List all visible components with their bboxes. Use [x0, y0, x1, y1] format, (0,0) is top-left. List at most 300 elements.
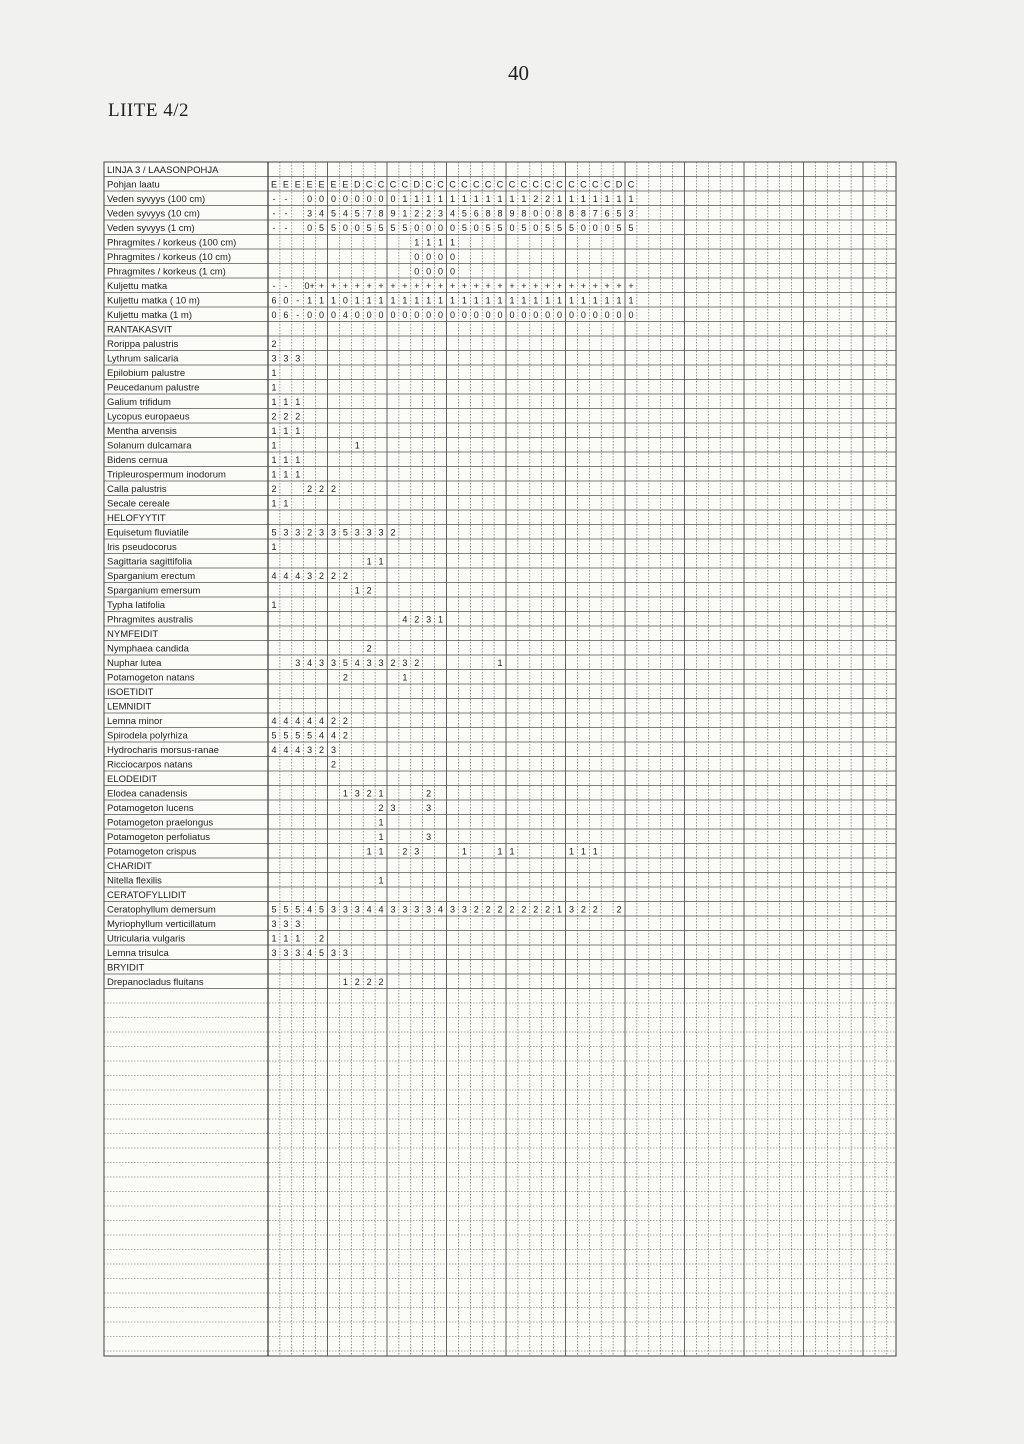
table-cell: C: [520, 179, 528, 190]
table-cell: 4: [295, 745, 301, 755]
table-cell: 0: [497, 310, 503, 320]
row-label: Typha latifolia: [107, 600, 166, 611]
table-cell: 3: [271, 948, 277, 958]
table-cell: -: [272, 281, 276, 291]
table-cell: 1: [509, 194, 515, 204]
row-label: Drepanocladus fluitans: [107, 977, 204, 988]
table-cell: E: [294, 179, 301, 190]
table-cell: 1: [390, 295, 396, 306]
table-cell: 2: [366, 977, 372, 987]
table-cell: 2: [330, 759, 336, 770]
table-cell: 0: [271, 310, 277, 320]
table-cell: 0: [354, 223, 360, 233]
table-cell: 1: [378, 832, 384, 842]
table-cell: 5: [545, 223, 551, 233]
row-label: Epilobium palustre: [107, 368, 186, 379]
table-cell: 1: [497, 846, 503, 857]
table-cell: +: [366, 281, 372, 291]
table-cell: 3: [319, 527, 325, 538]
table-cell: -: [272, 194, 276, 204]
table-cell: 1: [545, 295, 551, 306]
table-cell: 1: [580, 846, 586, 857]
section-heading: ISOETIDIT: [107, 687, 154, 698]
table-cell: 1: [378, 556, 384, 567]
table-cell: 1: [485, 194, 491, 204]
table-cell: 5: [616, 223, 622, 233]
table-cell: -: [296, 295, 300, 306]
table-cell: +: [378, 281, 384, 291]
table-cell: +: [402, 281, 408, 291]
table-cell: 3: [283, 919, 289, 929]
table-cell: 3: [295, 919, 301, 929]
table-cell: 1: [319, 295, 325, 306]
table-cell: 3: [402, 904, 408, 915]
table-cell: 2: [330, 716, 336, 726]
table-cell: 1: [402, 194, 408, 204]
table-cell: 1: [295, 426, 301, 436]
row-label: Elodea canadensis: [107, 788, 188, 800]
table-cell: -: [284, 194, 288, 204]
table-cell: 1: [378, 817, 384, 828]
table-cell: 3: [354, 904, 360, 915]
row-label: Peucedanum palustre: [107, 382, 200, 394]
table-cell: 4: [342, 310, 348, 320]
table-cell: 3: [390, 803, 396, 813]
table-cell: 2: [319, 745, 325, 755]
row-label: Spirodela polyrhiza: [107, 730, 188, 742]
table-cell: 1: [438, 194, 444, 204]
table-cell: 2: [307, 527, 313, 538]
table-cell: 2: [330, 484, 336, 494]
table-cell: -: [284, 281, 288, 291]
table-cell: 1: [283, 455, 289, 465]
table-cell: 9: [509, 208, 515, 219]
table-cell: 1: [378, 846, 384, 857]
table-cell: 5: [295, 904, 301, 915]
table-cell: 4: [449, 208, 455, 219]
table-cell: 1: [616, 295, 622, 306]
table-cell: 5: [283, 904, 289, 915]
row-label: Galium trifidum: [107, 397, 171, 408]
table-cell: 1: [604, 194, 610, 204]
row-label: Mentha arvensis: [107, 426, 177, 437]
table-cell: 9: [390, 208, 396, 219]
table-cell: 2: [509, 904, 515, 915]
table-cell: 3: [330, 658, 336, 668]
table-cell: 5: [402, 223, 408, 233]
table-cell: -: [284, 223, 288, 233]
table-cell: 3: [426, 904, 432, 915]
table-cell: 1: [497, 658, 503, 668]
table-cell: 1: [426, 237, 432, 248]
table-cell: 0: [545, 208, 551, 219]
table-cell: 3: [354, 527, 360, 538]
section-heading: CHARIDIT: [107, 861, 152, 872]
table-cell: 1: [283, 426, 289, 436]
table-cell: 1: [402, 672, 408, 683]
table-cell: C: [627, 179, 635, 190]
table-cell: 1: [568, 295, 574, 306]
table-cell: 5: [342, 527, 348, 538]
row-label: Myriophyllum verticillatum: [107, 919, 216, 930]
table-cell: +: [426, 281, 432, 291]
table-cell: 1: [438, 295, 444, 306]
table-cell: 1: [557, 194, 563, 204]
table-cell: 0: [533, 310, 539, 320]
table-cell: 8: [580, 208, 586, 219]
table-cell: 0: [521, 310, 527, 320]
table-cell: 2: [354, 977, 360, 987]
table-cell: 2: [330, 571, 336, 581]
table-cell: C: [603, 179, 611, 190]
table-cell: 4: [319, 208, 325, 219]
table-cell: 0: [390, 194, 396, 204]
table-cell: 4: [307, 904, 313, 915]
row-label: Potamogeton crispus: [107, 846, 197, 858]
table-cell: 2: [533, 904, 539, 915]
table-cell: 2: [319, 484, 325, 494]
table-cell: 1: [568, 846, 574, 857]
table-cell: 5: [330, 223, 336, 233]
table-cell: 0: [390, 310, 396, 320]
table-cell: 2: [414, 658, 420, 668]
table-cell: C: [592, 179, 599, 190]
section-heading: BRYIDIT: [107, 962, 145, 974]
table-cell: E: [282, 179, 289, 190]
table-cell: 5: [319, 904, 325, 915]
table-cell: 2: [319, 571, 325, 581]
table-cell: 0: [616, 310, 622, 320]
table-cell: 0: [426, 223, 432, 233]
table-cell: 4: [271, 571, 277, 581]
table-cell: 3: [295, 353, 301, 364]
row-label: Veden syvyys (100 cm): [107, 194, 206, 205]
table-cell: +: [568, 281, 575, 291]
table-cell: 2: [426, 208, 432, 219]
table-cell: 7: [592, 208, 598, 219]
table-cell: +: [545, 281, 551, 291]
table-cell: 8: [485, 208, 491, 219]
table-cell: 3: [414, 904, 420, 915]
row-label: Phragmites australis: [107, 614, 194, 626]
table-cell: 0: [533, 208, 539, 219]
table-cell: +: [533, 281, 539, 291]
table-cell: 3: [461, 904, 467, 915]
row-label: Ceratophyllum demersum: [107, 904, 216, 916]
row-label: Lythrum salicaria: [107, 353, 179, 365]
table-cell: 0: [342, 223, 348, 233]
row-label: Sagittaria sagittifolia: [107, 556, 193, 568]
table-cell: 4: [319, 716, 325, 726]
table-cell: C: [461, 179, 468, 190]
table-cell: +: [497, 281, 503, 291]
table-cell: C: [389, 179, 397, 190]
row-label: Potamogeton praelongus: [107, 817, 214, 829]
row-label: Lycopus europaeus: [107, 411, 190, 423]
table-cell: 0: [378, 310, 384, 320]
table-cell: 0: [354, 310, 360, 320]
table-cell: 8: [568, 208, 574, 219]
table-cell: 5: [390, 223, 396, 233]
table-cell: 3: [366, 658, 372, 668]
table-cell: 1: [557, 295, 563, 306]
table-cell: 7: [366, 208, 372, 219]
table-cell: +: [521, 281, 527, 291]
table-cell: 0: [604, 223, 610, 233]
table-cell: 2: [414, 208, 420, 219]
table-cell: 3: [354, 788, 360, 799]
table-cell: 1: [461, 295, 467, 306]
table-cell: 1: [616, 194, 622, 204]
table-cell: +: [509, 281, 515, 291]
table-cell: 8: [378, 208, 384, 219]
table-cell: 5: [271, 527, 277, 538]
table-cell: 1: [497, 194, 503, 204]
table-cell: 1: [592, 194, 598, 204]
table-cell: +: [342, 281, 348, 291]
table-cell: 8: [557, 208, 563, 219]
page-number: 40: [508, 61, 529, 85]
table-cell: 1: [342, 977, 348, 987]
table-cell: 4: [283, 745, 289, 755]
table-cell: 1: [414, 295, 420, 306]
table-cell: 2: [592, 904, 598, 915]
table-cell: 1: [402, 208, 408, 219]
section-heading: NYMFEIDIT: [107, 629, 159, 640]
row-label: Pohjan laatu: [107, 179, 160, 191]
table-cell: 1: [628, 194, 634, 204]
table-cell: 6: [271, 295, 277, 306]
table-cell: 2: [342, 716, 348, 726]
row-label: Bidens cernua: [107, 455, 168, 466]
table-cell: 6: [283, 310, 289, 320]
table-cell: 0: [449, 310, 455, 320]
table-cell: 0: [545, 310, 551, 320]
table-cell: 5: [568, 223, 574, 233]
table-cell: 1: [271, 382, 277, 393]
table-cell: 1: [354, 585, 360, 596]
table-cell: 2: [342, 672, 348, 683]
table-cell: +: [437, 281, 444, 291]
table-cell: 1: [271, 542, 277, 552]
table-cell: C: [532, 179, 539, 190]
table-cell: 5: [354, 208, 360, 219]
table-cell: 1: [426, 194, 432, 204]
table-cell: C: [568, 179, 575, 190]
table-cell: 1: [402, 295, 408, 306]
table-cell: 3: [295, 948, 301, 958]
table-cell: E: [330, 179, 337, 190]
table-cell: 8: [497, 208, 503, 219]
table-cell: 2: [545, 904, 551, 915]
table-cell: 0: [592, 310, 598, 320]
table-cell: D: [615, 179, 623, 190]
table-cell: 2: [497, 904, 503, 915]
table-cell: 1: [366, 846, 372, 857]
table-cell: 5: [616, 208, 622, 219]
table-cell: 2: [521, 904, 527, 915]
table-cell: 5: [342, 658, 348, 668]
table-cell: 1: [473, 194, 479, 204]
table-cell: 8: [521, 208, 527, 219]
table-cell: 2: [295, 411, 301, 422]
table-cell: 0: [592, 223, 598, 233]
table-cell: 1: [604, 295, 610, 306]
table-cell: 1: [271, 440, 277, 451]
table-cell: 0: [473, 310, 479, 320]
row-label: Veden syvyys (1 cm): [107, 223, 195, 234]
table-cell: 1: [438, 614, 444, 625]
table-cell: 0: [366, 310, 372, 320]
row-label: Hydrocharis morsus-ranae: [107, 745, 219, 756]
table-cell: 3: [307, 745, 313, 755]
table-cell: +: [485, 281, 491, 291]
table-cell: C: [473, 179, 480, 190]
table-cell: 1: [271, 469, 277, 480]
table-cell: C: [496, 179, 504, 190]
table-cell: 1: [521, 295, 527, 306]
row-label: Ricciocarpos natans: [107, 759, 193, 771]
table-cell: 3: [330, 745, 336, 755]
table-cell: D: [413, 179, 420, 190]
table-cell: 3: [283, 948, 289, 958]
row-label: Rorippa palustris: [107, 339, 179, 350]
table-cell: 3: [568, 904, 574, 915]
row-label: Phragmites / korkeus (10 cm): [107, 252, 232, 263]
table-cell: 2: [271, 484, 277, 494]
table-cell: 3: [330, 904, 336, 915]
table-cell: 1: [509, 846, 515, 857]
table-cell: 5: [271, 730, 277, 741]
table-cell: 0: [366, 194, 372, 204]
table-cell: 3: [307, 571, 313, 581]
row-label: Equisetum fluviatile: [107, 527, 189, 539]
table-cell: 1: [533, 295, 539, 306]
table-cell: 3: [449, 904, 455, 915]
table-cell: 3: [426, 832, 432, 842]
table-cell: 2: [533, 194, 539, 204]
table-cell: 0: [604, 310, 610, 320]
table-cell: 3: [283, 353, 289, 364]
table-cell: 1: [271, 498, 277, 509]
table-cell: 2: [473, 904, 479, 915]
row-label: Potamogeton perfoliatus: [107, 832, 210, 843]
table-cell: C: [401, 179, 409, 190]
table-cell: 1: [628, 295, 634, 306]
table-cell: 5: [497, 223, 503, 233]
table-cell: 1: [580, 194, 586, 204]
table-cell: 0: [461, 310, 467, 320]
table-cell: 6: [473, 208, 479, 219]
table-cell: 0: [438, 266, 444, 277]
table-cell: 1: [295, 455, 301, 465]
table-cell: +: [330, 281, 337, 291]
table-cell: 3: [307, 208, 313, 219]
table-cell: 2: [366, 643, 372, 654]
table-cell: 5: [485, 223, 491, 233]
table-cell: 0: [342, 295, 348, 306]
table-cell: 0: [568, 310, 574, 320]
table-cell: 0: [414, 223, 420, 233]
table-cell: 4: [295, 571, 301, 581]
table-cell: 3: [426, 803, 432, 813]
table-cell: 1: [509, 295, 515, 306]
section-heading: ELODEIDIT: [107, 774, 158, 785]
table-cell: 3: [271, 919, 277, 929]
table-cell: 1: [354, 440, 360, 451]
table-cell: 0: [449, 252, 455, 262]
table-cell: 0: [307, 194, 313, 204]
table-cell: 4: [378, 904, 384, 915]
table-cell: 3: [319, 658, 325, 668]
table-cell: 0: [509, 223, 515, 233]
table-cell: 1: [378, 875, 384, 886]
table-cell: 0: [426, 252, 432, 262]
table-cell: -: [272, 223, 276, 233]
table-cell: 4: [366, 904, 372, 915]
table-cell: -: [272, 208, 276, 219]
table-cell: 5: [307, 730, 313, 741]
row-label: Kuljettu matka ( 10 m): [107, 295, 200, 307]
table-cell: 4: [319, 730, 325, 741]
table-cell: 1: [568, 194, 574, 204]
table-cell: 0: [509, 310, 515, 320]
table-cell: 1: [271, 933, 277, 944]
table-cell: 5: [319, 948, 325, 958]
table-cell: C: [425, 179, 432, 190]
table-cell: 3: [283, 527, 289, 538]
table-cell: 5: [319, 223, 325, 233]
table-cell: 0: [319, 194, 325, 204]
table-cell: 2: [485, 904, 491, 915]
table-cell: 2: [283, 411, 289, 422]
table-cell: 1: [283, 397, 289, 407]
table-cell: 0: [414, 266, 420, 277]
table-cell: +: [628, 281, 634, 291]
table-cell: 1: [271, 426, 277, 436]
table-cell: 4: [271, 716, 277, 726]
row-label: Kuljettu matka (1 m): [107, 310, 192, 321]
row-label: Nitella flexilis: [107, 875, 162, 887]
table-cell: 1: [592, 846, 598, 857]
table-cell: 0: [628, 310, 634, 320]
table-cell: 2: [366, 585, 372, 596]
table-cell: 2: [271, 411, 277, 422]
table-cell: 3: [438, 208, 444, 219]
table-cell: 1: [366, 295, 372, 306]
row-label: Secale cereale: [107, 498, 170, 510]
table-cell: 0: [307, 310, 313, 320]
row-label: Sparganium emersum: [107, 585, 201, 597]
table-cell: +: [390, 281, 396, 291]
table-cell: 0: [473, 223, 479, 233]
table-cell: 4: [283, 571, 289, 581]
table-cell: 1: [271, 455, 277, 465]
table-cell: -: [284, 208, 288, 219]
table-cell: 3: [378, 527, 384, 538]
row-label: Veden syvyys (10 cm): [107, 208, 200, 220]
table-cell: E: [306, 179, 313, 190]
table-cell: 4: [330, 730, 336, 741]
table-cell: 1: [521, 194, 527, 204]
table-cell: 0: [580, 310, 586, 320]
table-cell: 1: [449, 295, 455, 306]
table-cell: 5: [366, 223, 372, 233]
row-label: Kuljettu matka: [107, 281, 168, 292]
table-cell: 0: [330, 194, 336, 204]
table-cell: 0: [378, 194, 384, 204]
table-cell: 0: [319, 310, 325, 320]
